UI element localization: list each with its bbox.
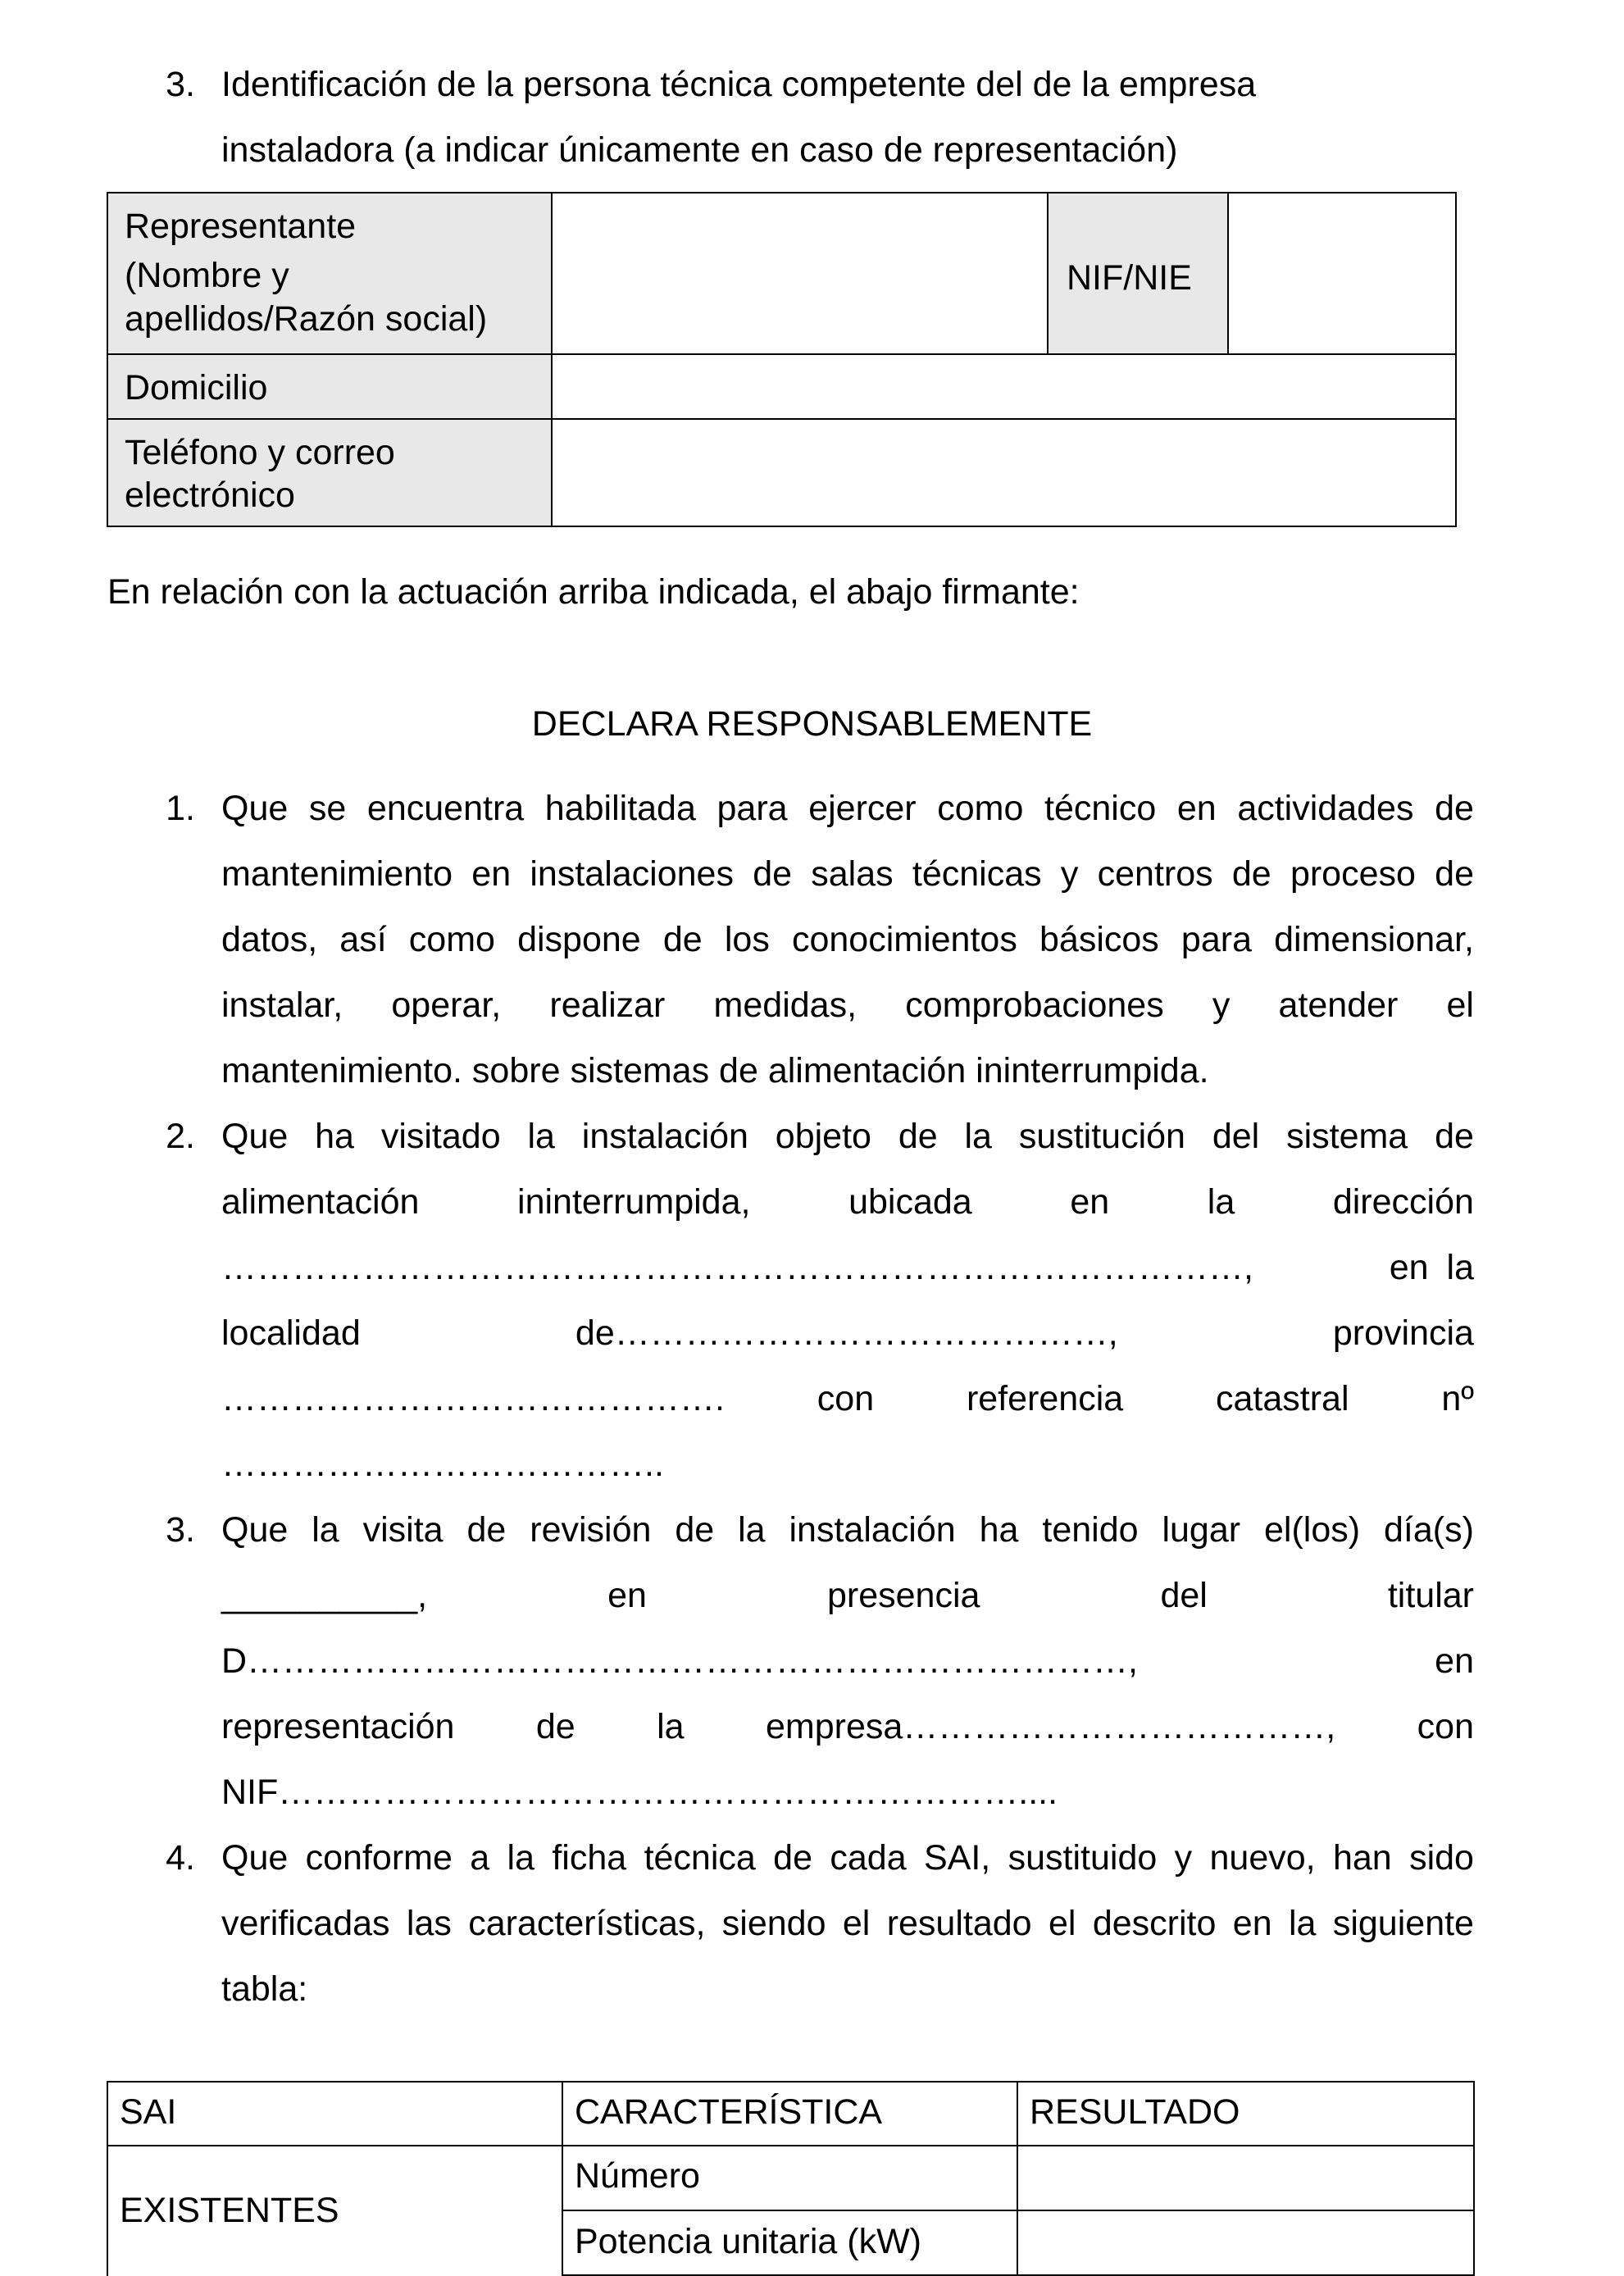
table-border bbox=[551, 192, 553, 527]
declaration-1-line: instalar, operar, realizar medidas, comprobaciones y atender el bbox=[221, 986, 1474, 1025]
table-border bbox=[107, 526, 1457, 527]
section-title-line2: instaladora (a indicar únicamente en caso de representación) bbox=[221, 130, 1178, 170]
intro-text: En relación con la actuación arriba indicada, el abajo firmante: bbox=[107, 572, 1080, 612]
table-border bbox=[107, 2081, 1475, 2083]
caracteristica-header: CARACTERÍSTICA bbox=[575, 2092, 883, 2132]
declaration-4-line: Que conforme a la ficha técnica de cada SAI, sustituido y nuevo, han sido bbox=[221, 1838, 1474, 1878]
declaration-1-line: datos, así como dispone de los conocimientos básicos para dimensionar, bbox=[221, 920, 1474, 959]
table-border bbox=[107, 418, 1457, 420]
declaration-3-line: __________, en presencia del titular bbox=[221, 1576, 1474, 1615]
section-number: 3. bbox=[166, 65, 195, 104]
declaration-4-line: verificadas las características, siendo el resultado el descrito en la siguiente bbox=[221, 1904, 1474, 1943]
item-number: 2. bbox=[166, 1117, 195, 1156]
declaration-3-line: Que la visita de revisión de la instalación ha tenido lugar el(los) día(s) bbox=[221, 1510, 1474, 1550]
section-title-line1: Identificación de la persona técnica competente del de la empresa bbox=[221, 65, 1257, 104]
caracteristica-potencia: Potencia unitaria (kW) bbox=[575, 2222, 921, 2261]
table-border bbox=[1473, 2081, 1475, 2276]
domicilio-value-field[interactable] bbox=[553, 354, 1456, 419]
table-border bbox=[562, 2081, 563, 2276]
nif-value-field[interactable] bbox=[1228, 193, 1456, 354]
item-number: 3. bbox=[166, 1510, 195, 1550]
declaration-2-line: Que ha visitado la instalación objeto de la sustitución del sistema de bbox=[221, 1117, 1474, 1156]
declaration-1-line: mantenimiento en instalaciones de salas técnicas y centros de proceso de bbox=[221, 854, 1474, 894]
resultado-numero-field[interactable] bbox=[1018, 2146, 1472, 2209]
table-border bbox=[1227, 192, 1229, 354]
item-number: 1. bbox=[166, 789, 195, 828]
declaration-2-line: localidad de……………………………………, provincia bbox=[221, 1313, 1474, 1353]
declaration-3-last-line: NIF……………………………………………………….... bbox=[221, 1773, 1058, 1812]
resultado-potencia-field[interactable] bbox=[1018, 2211, 1472, 2274]
declaration-1-last-line: mantenimiento. sobre sistemas de alimentación ininterrumpida. bbox=[221, 1051, 1209, 1090]
table-border bbox=[107, 2081, 108, 2276]
declaration-2-line: ……………………………………………………………………………, en la bbox=[221, 1248, 1474, 1287]
declara-heading: DECLARA RESPONSABLEMENTE bbox=[531, 704, 1093, 744]
table-border bbox=[107, 353, 1457, 355]
table-border bbox=[562, 2210, 1475, 2211]
existentes-label: EXISTENTES bbox=[120, 2191, 339, 2230]
table-border bbox=[1017, 2081, 1018, 2276]
table-border bbox=[107, 192, 108, 527]
declaration-2-last-line: ……………………………….. bbox=[221, 1445, 664, 1484]
declaration-4-last-line: tabla: bbox=[221, 1969, 308, 2009]
item-number: 4. bbox=[166, 1838, 195, 1878]
caracteristica-numero: Número bbox=[575, 2156, 700, 2196]
declaration-2-line: alimentación ininterrumpida, ubicada en la dirección bbox=[221, 1182, 1474, 1222]
table-border bbox=[107, 192, 1457, 193]
telefono-value-field[interactable] bbox=[553, 419, 1456, 526]
representante-label: Representante (Nombre y apellidos/Razón social) bbox=[125, 207, 488, 339]
table-border bbox=[1455, 192, 1457, 527]
resultado-header: RESULTADO bbox=[1030, 2092, 1240, 2132]
sai-header: SAI bbox=[120, 2092, 177, 2132]
nif-label: NIF/NIE bbox=[1067, 258, 1192, 298]
domicilio-label: Domicilio bbox=[125, 368, 268, 407]
declaration-1-line: Que se encuentra habilitada para ejercer como técnico en actividades de bbox=[221, 789, 1474, 828]
telefono-label: Teléfono y correo electrónico bbox=[125, 433, 395, 516]
declaration-3-line: representación de la empresa………………………………, con bbox=[221, 1707, 1474, 1746]
declaration-2-line: ……………………………………. con referencia catastral nº bbox=[221, 1379, 1474, 1418]
declaration-3-line: D…………………………………………………………………, en bbox=[221, 1641, 1474, 1681]
table-border bbox=[107, 2145, 1475, 2146]
representante-value-field[interactable] bbox=[553, 193, 1048, 354]
table-border bbox=[1047, 192, 1049, 354]
